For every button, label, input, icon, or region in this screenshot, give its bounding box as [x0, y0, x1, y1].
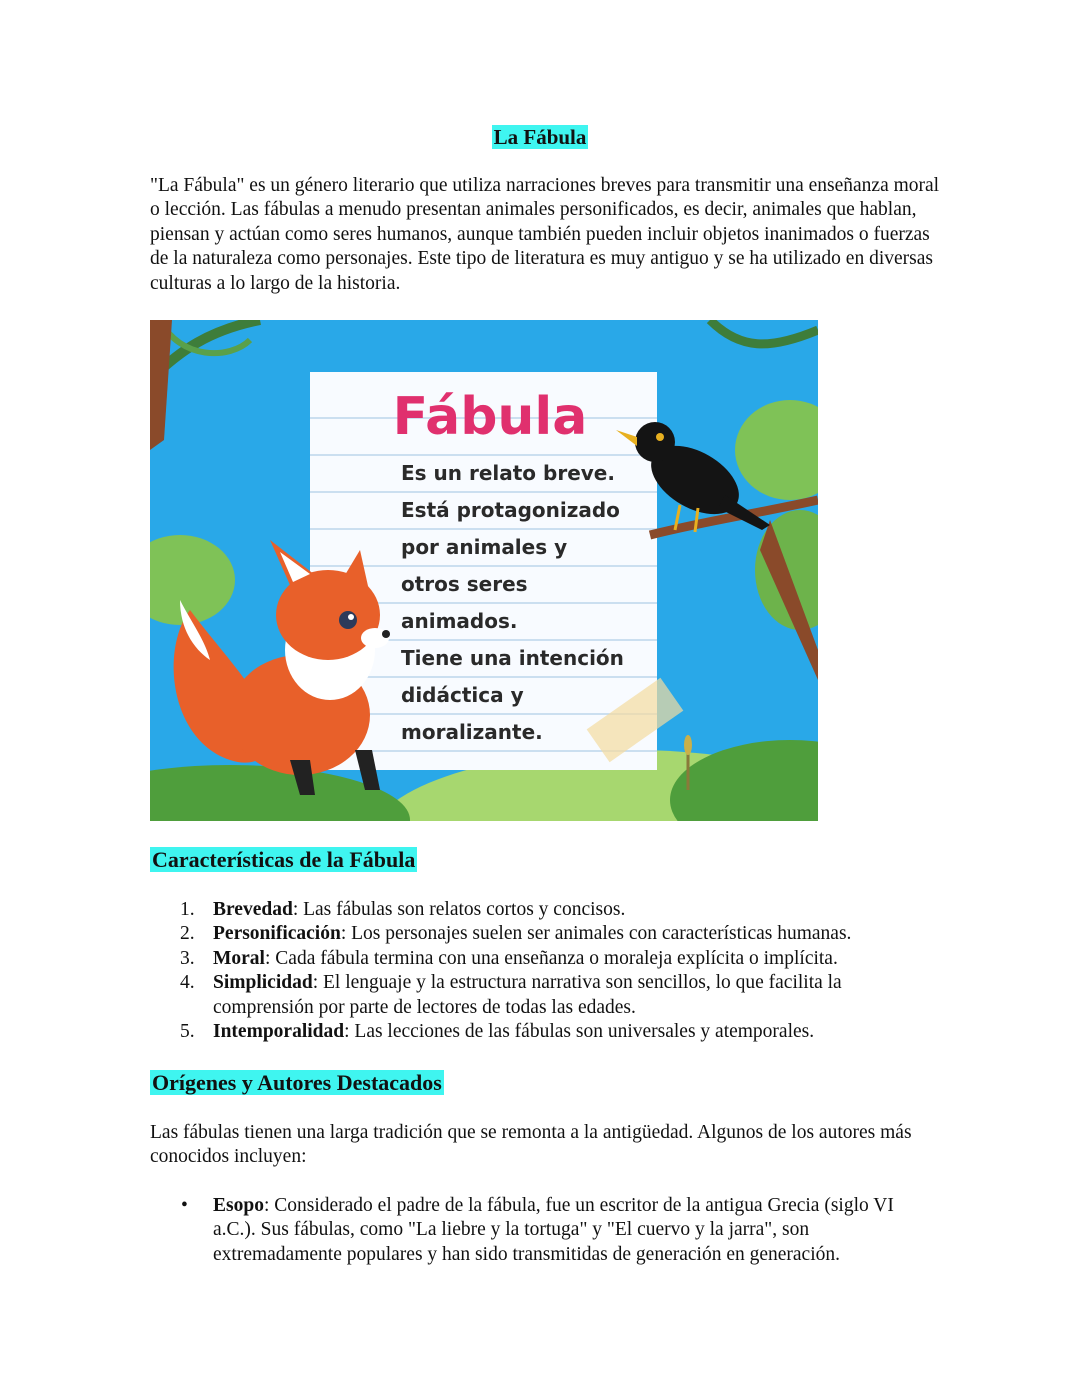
- list-text: : Las fábulas son relatos cortos y concisos.: [292, 899, 626, 920]
- list-term: Intemporalidad: [213, 1021, 345, 1043]
- list-number: 2.: [180, 923, 195, 945]
- card-title: Fábula: [392, 387, 588, 447]
- card-line: otros seres: [401, 572, 528, 596]
- list-term: Brevedad: [213, 899, 293, 920]
- list-number: 1.: [180, 899, 195, 920]
- list-number: 3.: [180, 947, 195, 969]
- list-item: [150, 971, 940, 1020]
- list-number: 4.: [180, 972, 195, 994]
- list-item: [150, 922, 940, 946]
- fable-illustration: [150, 320, 818, 821]
- list-item: [150, 1194, 940, 1267]
- document-title: [0, 123, 1080, 151]
- list-item: [150, 898, 940, 922]
- list-text: : El lenguaje y la estructura narrativa son sencillos, lo que facilita la comprensión por parte de lectores de todas las edades.: [213, 972, 842, 1018]
- card-line: por animales y: [401, 535, 568, 559]
- list-term: Personificación: [213, 923, 341, 945]
- characteristics-heading: [150, 846, 417, 874]
- list-text: : Cada fábula termina con una enseñanza o moraleja explícita o implícita.: [264, 947, 838, 969]
- bullet-icon: •: [181, 1195, 188, 1216]
- card-line: didáctica y: [401, 683, 524, 707]
- card-line: Es un relato breve.: [401, 461, 615, 485]
- list-text: : Considerado el padre de la fábula, fue un escritor de la antigua Grecia (siglo VI a.C.). Sus fábulas, como "La liebre y la tortuga" y "El cuervo y la jarra", son extremadamente populares y han sido transmitidas de generación en generación.: [213, 1195, 894, 1265]
- origins-heading: [150, 1069, 444, 1097]
- list-item: [150, 1020, 940, 1044]
- list-number: 5.: [180, 1021, 195, 1043]
- origins-paragraph: Las fábulas tienen una larga tradición que se remonta a la antigüedad. Algunos de los autores más conocidos incluyen:: [150, 1122, 912, 1168]
- origins-heading-text: Orígenes y Autores Destacados: [152, 1070, 442, 1095]
- document-title-text: La Fábula: [493, 125, 587, 149]
- list-item: [150, 947, 940, 971]
- card-line: Tiene una intención: [401, 646, 624, 670]
- list-term: Simplicidad: [213, 972, 313, 994]
- card-line: Está protagonizado: [401, 498, 620, 522]
- authors-list: [150, 1194, 940, 1267]
- intro-paragraph: "La Fábula" es un género literario que utiliza narraciones breves para transmitir una enseñanza moral o lección. Las fábulas a menudo presentan animales personificados, es decir, animales que hablan, piensan y actúan como seres humanos, aunque también pueden incluir objetos inanimados o fuerzas de la naturaleza como personajes. Este tipo de literatura es muy antiguo y se ha utilizado en diversas culturas a lo largo de la historia.: [150, 175, 940, 294]
- list-text: : Las lecciones de las fábulas son universales y atemporales.: [344, 1021, 815, 1043]
- characteristics-list: [150, 898, 940, 1044]
- list-text: : Los personajes suelen ser animales con características humanas.: [340, 923, 852, 945]
- characteristics-heading-text: Características de la Fábula: [152, 847, 416, 872]
- reed-top: [684, 735, 692, 755]
- card-line: animados.: [401, 609, 518, 633]
- list-term: Esopo: [213, 1195, 264, 1216]
- list-term: Moral: [213, 947, 265, 969]
- card-line: moralizante.: [401, 720, 543, 744]
